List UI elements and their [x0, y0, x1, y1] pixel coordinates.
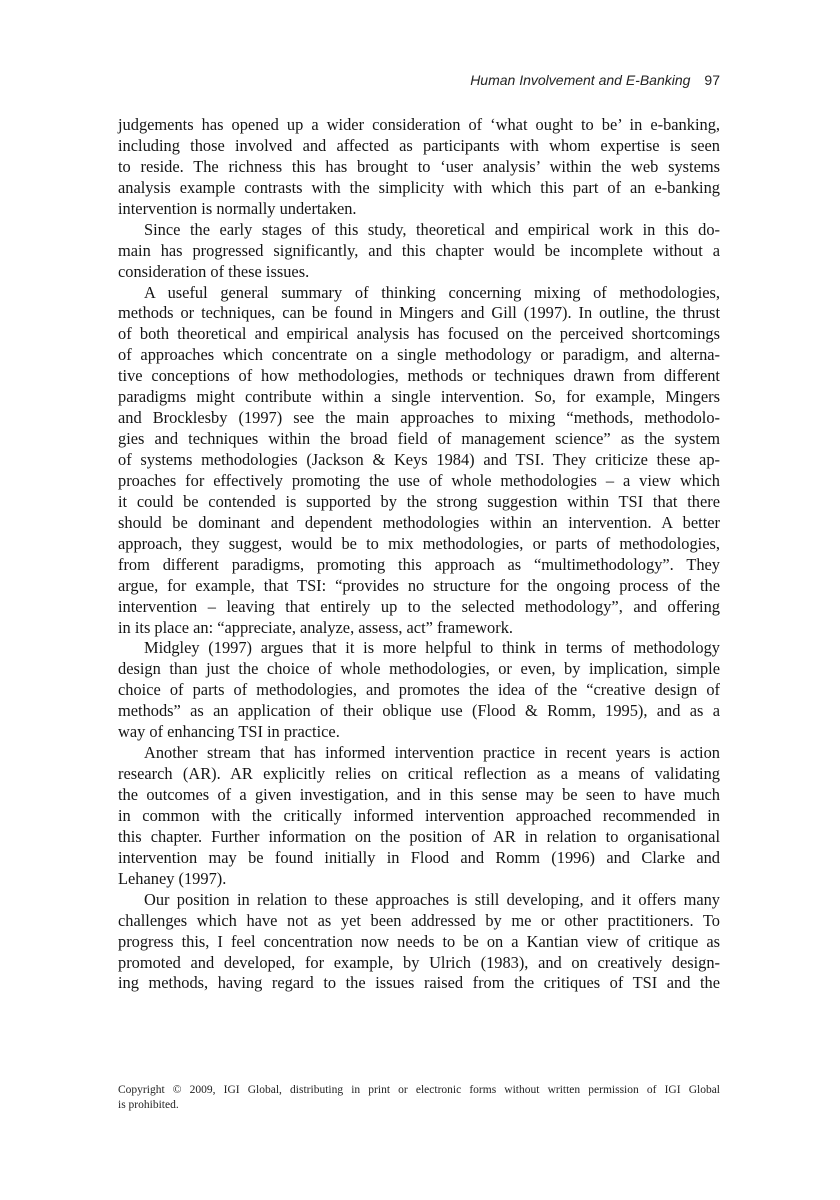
text-line: Midgley (1997) argues that it is more helpful to think in terms of methodology [144, 638, 720, 658]
text-line: tive conceptions of how methodologies, methods or techniques drawn from different [118, 366, 720, 386]
paragraph [118, 890, 720, 995]
paragraph [118, 115, 720, 220]
text-line: progress this, I feel concentration now needs to be on a Kantian view of critique as [118, 931, 720, 951]
text-line: paradigms might contribute within a single intervention. So, for example, Mingers [118, 387, 720, 407]
text-line: design than just the choice of whole methodologies, or even, by implication, simple [118, 659, 720, 679]
paragraph [118, 283, 720, 639]
running-head [470, 72, 720, 88]
text-line: proaches for effectively promoting the use of whole methodologies – a view which [118, 470, 720, 490]
text-line: methods or techniques, can be found in Mingers and Gill (1997). In outline, the thrust [118, 303, 720, 323]
copyright-footer [118, 1083, 720, 1113]
paragraph [118, 743, 720, 890]
text-line: challenges which have not as yet been addressed by me or other practitioners. To [118, 910, 720, 930]
text-line: argue, for example, that TSI: “provides no structure for the ongoing process of the [118, 575, 720, 595]
text-line: judgements has opened up a wider consideration of ‘what ought to be’ in e-banking, [118, 115, 720, 134]
footer-line: Copyright © 2009, IGI Global, distributing in print or electronic forms without written permission of IGI Global [118, 1084, 720, 1096]
text-line: choice of parts of methodologies, and promotes the idea of the “creative design of [118, 680, 720, 700]
text-line: gies and techniques within the broad field of management science” as the system [118, 429, 720, 449]
page-number: 97 [704, 72, 720, 88]
text-line: and Brocklesby (1997) see the main approaches to mixing “methods, methodolo- [118, 408, 720, 428]
text-line: of systems methodologies (Jackson & Keys 1984) and TSI. They criticize these ap- [118, 450, 720, 469]
text-line: consideration of these issues. [118, 261, 310, 281]
text-line: from different paradigms, promoting this approach as “multimethodology”. They [118, 554, 720, 574]
text-line: should be dominant and dependent methodologies within an intervention. A better [118, 512, 720, 532]
text-line: in common with the critically informed intervention approached recommended in [118, 805, 720, 825]
text-line: research (AR). AR explicitly relies on critical reflection as a means of validating [118, 764, 720, 784]
text-line: it could be contended is supported by the strong suggestion within TSI that there [118, 491, 720, 511]
text-line: approach, they suggest, would be to mix methodologies, or parts of methodologies, [118, 533, 720, 553]
text-line: intervention may be found initially in Flood and Romm (1996) and Clarke and [118, 847, 720, 867]
running-title: Human Involvement and E-Banking [470, 72, 691, 88]
text-line: to reside. The richness this has brought to ‘user analysis’ within the web systems [118, 156, 720, 176]
text-line: methods” as an application of their oblique use (Flood & Romm, 1995), and as a [118, 701, 720, 721]
text-line: ing methods, having regard to the issues raised from the critiques of TSI and the [118, 973, 720, 993]
text-line: Another stream that has informed intervention practice in recent years is action [144, 743, 720, 763]
body-text [118, 115, 720, 994]
text-line: analysis example contrasts with the simplicity with which this part of an e-banking [118, 177, 720, 197]
paragraph [118, 220, 720, 283]
text-line: of both theoretical and empirical analysis has focused on the perceived shortcomings [118, 324, 720, 344]
text-line: way of enhancing TSI in practice. [118, 722, 340, 742]
text-line: main has progressed significantly, and this chapter would be incomplete without a [118, 240, 720, 260]
text-line: A useful general summary of thinking concerning mixing of methodologies, [144, 282, 720, 302]
text-line: this chapter. Further information on the position of AR in relation to organisational [118, 826, 720, 846]
text-line: intervention – leaving that entirely up to the selected methodology”, and offering [118, 596, 720, 616]
text-line: Since the early stages of this study, theoretical and empirical work in this do- [144, 219, 720, 239]
text-line: Our position in relation to these approaches is still developing, and it offers many [144, 889, 720, 909]
text-line: intervention is normally undertaken. [118, 198, 357, 218]
text-line: promoted and developed, for example, by Ulrich (1983), and on creatively design- [118, 952, 720, 972]
paragraph [118, 638, 720, 743]
text-line: the outcomes of a given investigation, and in this sense may be seen to have much [118, 785, 720, 804]
footer-line: is prohibited. [118, 1099, 179, 1111]
text-line: in its place an: “appreciate, analyze, assess, act” framework. [118, 617, 513, 637]
text-line: Lehaney (1997). [118, 868, 227, 888]
text-line: of approaches which concentrate on a single methodology or paradigm, and alterna- [118, 345, 720, 365]
text-line: including those involved and affected as participants with whom expertise is seen [118, 135, 720, 155]
